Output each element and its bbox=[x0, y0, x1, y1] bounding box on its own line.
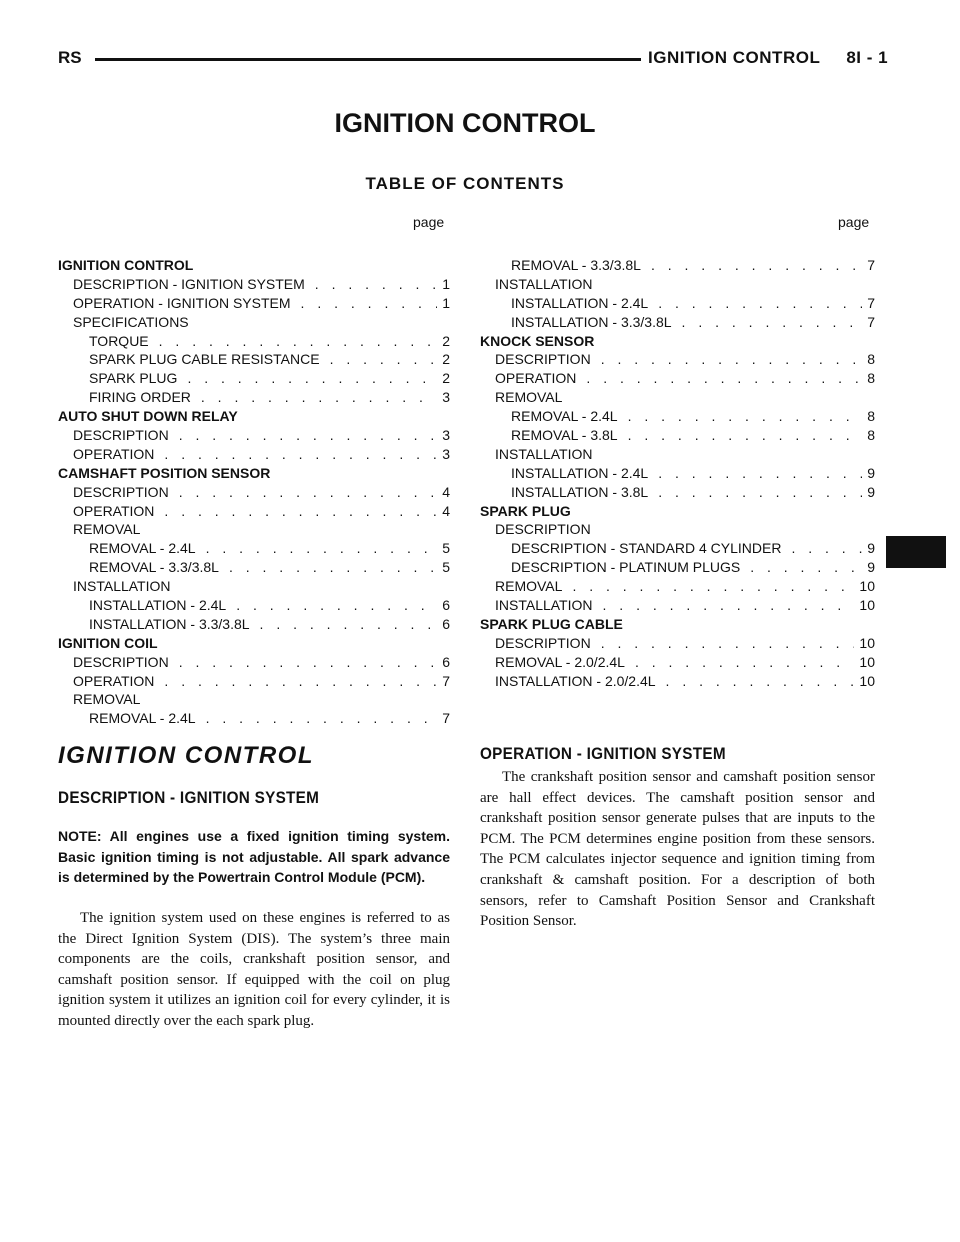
toc-entry-text: SPECIFICATIONS bbox=[73, 313, 189, 330]
toc-entry-text: OPERATION - IGNITION SYSTEM bbox=[73, 294, 291, 311]
toc-entry-page: 3 bbox=[442, 389, 450, 406]
toc-entry-text: FIRING ORDER bbox=[89, 389, 191, 406]
toc-entry-text: DESCRIPTION - IGNITION SYSTEM bbox=[73, 275, 305, 292]
toc-entry-page: 7 bbox=[867, 294, 875, 311]
toc-entry bbox=[480, 332, 875, 351]
toc-entry-text: REMOVAL bbox=[73, 521, 141, 538]
toc-entry bbox=[480, 615, 875, 634]
toc-entry-page: 6 bbox=[442, 653, 450, 670]
toc-entry-text: INSTALLATION - 3.3/3.8L bbox=[89, 615, 250, 632]
toc-leader-dots bbox=[658, 294, 862, 313]
toc-entry bbox=[480, 426, 875, 445]
toc-entry-text: INSTALLATION - 2.0/2.4L bbox=[495, 672, 656, 689]
toc-right-column bbox=[480, 256, 875, 690]
toc-leader-dots bbox=[159, 332, 438, 351]
toc-entry bbox=[480, 294, 875, 313]
toc-entry bbox=[480, 407, 875, 426]
toc-leader-dots bbox=[572, 577, 854, 596]
toc-entry bbox=[480, 672, 875, 691]
page-title: IGNITION CONTROL bbox=[334, 108, 596, 138]
toc-entry bbox=[58, 294, 450, 313]
toc-entry-text: INSTALLATION - 3.8L bbox=[511, 483, 649, 500]
toc-entry-text: REMOVAL - 2.0/2.4L bbox=[495, 653, 625, 670]
toc-entry-page: 9 bbox=[867, 540, 875, 557]
toc-entry-text: IGNITION CONTROL bbox=[58, 257, 194, 273]
toc-entry-text: DESCRIPTION bbox=[495, 351, 591, 368]
toc-entry-text: DESCRIPTION bbox=[73, 483, 169, 500]
toc-entry-text: DESCRIPTION bbox=[73, 427, 169, 444]
toc-entry-page: 10 bbox=[859, 597, 875, 614]
toc-leader-dots bbox=[651, 256, 862, 275]
toc-entry-page: 10 bbox=[859, 672, 875, 689]
toc-leader-dots bbox=[179, 483, 438, 502]
toc-entry-page: 2 bbox=[442, 332, 450, 349]
toc-entry-page: 6 bbox=[442, 597, 450, 614]
toc-entry-text: REMOVAL - 2.4L bbox=[511, 408, 618, 425]
header-manual-code: RS bbox=[58, 48, 82, 67]
toc-entry-page: 7 bbox=[867, 257, 875, 273]
toc-entry-page: 9 bbox=[867, 483, 875, 500]
toc-entry-page: 1 bbox=[442, 275, 450, 292]
toc-entry bbox=[480, 653, 875, 672]
toc-entry bbox=[480, 539, 875, 558]
toc-entry-page: 2 bbox=[442, 351, 450, 368]
toc-leader-dots bbox=[164, 445, 437, 464]
toc-entry-text: REMOVAL bbox=[495, 389, 563, 406]
toc-entry bbox=[480, 256, 875, 275]
toc-entry-text: REMOVAL bbox=[495, 578, 563, 595]
toc-left-column bbox=[58, 256, 450, 728]
toc-entry-text: SPARK PLUG CABLE bbox=[480, 615, 623, 632]
toc-entry bbox=[58, 596, 450, 615]
toc-leader-dots bbox=[179, 426, 438, 445]
toc-leader-dots bbox=[206, 709, 438, 728]
toc-entry bbox=[480, 483, 875, 502]
toc-leader-dots bbox=[260, 615, 438, 634]
toc-entry bbox=[58, 672, 450, 691]
toc-entry-text: REMOVAL - 2.4L bbox=[89, 540, 196, 557]
toc-entry bbox=[480, 369, 875, 388]
header-page-number: 8I - 1 bbox=[846, 48, 889, 67]
toc-entry-page: 4 bbox=[442, 483, 450, 500]
toc-entry bbox=[58, 634, 450, 653]
toc-entry-text: REMOVAL - 3.3/3.8L bbox=[511, 257, 641, 273]
toc-entry bbox=[58, 407, 450, 426]
toc-entry bbox=[480, 577, 875, 596]
toc-entry bbox=[58, 690, 450, 709]
toc-entry bbox=[480, 464, 875, 483]
toc-leader-dots bbox=[179, 653, 438, 672]
note-text: NOTE: All engines use a fixed ignition timing system. Basic ignition timing is not adjustable. All spark advance is determined by the Powertrain Control Module (PCM). bbox=[58, 828, 450, 885]
toc-leader-dots bbox=[229, 558, 437, 577]
toc-entry bbox=[58, 464, 450, 483]
toc-entry bbox=[58, 445, 450, 464]
toc-entry bbox=[58, 653, 450, 672]
section-heading: IGNITION CONTROL bbox=[58, 742, 314, 769]
toc-entry bbox=[480, 596, 875, 615]
toc-leader-dots bbox=[301, 294, 438, 313]
toc-leader-dots bbox=[666, 672, 855, 691]
toc-page-label-left: page bbox=[413, 214, 445, 230]
toc-entry-text: DESCRIPTION bbox=[495, 521, 591, 538]
toc-entry-page: 4 bbox=[442, 502, 450, 519]
toc-leader-dots bbox=[330, 350, 438, 369]
toc-leader-dots bbox=[201, 388, 437, 407]
toc-entry-page: 1 bbox=[442, 294, 450, 311]
toc-entry bbox=[480, 388, 875, 407]
toc-entry-text: DESCRIPTION bbox=[73, 653, 169, 670]
toc-title: TABLE OF CONTENTS bbox=[365, 174, 565, 193]
toc-entry bbox=[58, 558, 450, 577]
toc-entry bbox=[58, 369, 450, 388]
description-paragraph: The ignition system used on these engines is referred to as the Direct Ignition System (DIS). The system’s three main components are the coils, crankshaft position sensor, and camshaft position sensor. If equipped with the coil on plug ignition system it utilizes an ignition coil for every cylinder, it is mounted directly over the each spark plug. bbox=[58, 910, 450, 1029]
toc-leader-dots bbox=[164, 502, 437, 521]
toc-entry-text: REMOVAL - 3.8L bbox=[511, 427, 618, 444]
toc-entry-text: TORQUE bbox=[89, 332, 149, 349]
toc-entry bbox=[58, 483, 450, 502]
operation-heading: OPERATION - IGNITION SYSTEM bbox=[480, 744, 726, 763]
header-rule bbox=[95, 58, 641, 61]
toc-entry-text: OPERATION bbox=[73, 672, 155, 689]
toc-leader-dots bbox=[791, 539, 862, 558]
toc-leader-dots bbox=[164, 672, 437, 691]
toc-leader-dots bbox=[236, 596, 437, 615]
toc-entry bbox=[58, 502, 450, 521]
toc-page-label-right: page bbox=[838, 214, 870, 230]
toc-entry-page: 5 bbox=[442, 559, 450, 576]
toc-entry-page: 3 bbox=[442, 427, 450, 444]
description-heading: DESCRIPTION - IGNITION SYSTEM bbox=[58, 788, 320, 807]
toc-entry-text: DESCRIPTION - PLATINUM PLUGS bbox=[511, 559, 741, 576]
toc-entry bbox=[480, 558, 875, 577]
toc-entry bbox=[58, 520, 450, 539]
toc-entry-page: 9 bbox=[867, 464, 875, 481]
toc-entry bbox=[58, 256, 450, 275]
toc-entry-page: 10 bbox=[859, 634, 875, 651]
toc-entry bbox=[480, 350, 875, 369]
toc-entry bbox=[480, 275, 875, 294]
toc-entry-text: SPARK PLUG CABLE RESISTANCE bbox=[89, 351, 320, 368]
toc-leader-dots bbox=[601, 634, 855, 653]
toc-entry-text: REMOVAL - 2.4L bbox=[89, 710, 196, 727]
toc-entry bbox=[58, 615, 450, 634]
toc-entry-text: DESCRIPTION bbox=[495, 634, 591, 651]
toc-entry-page: 8 bbox=[867, 351, 875, 368]
toc-entry-page: 9 bbox=[867, 559, 875, 576]
toc-entry-page: 6 bbox=[442, 615, 450, 632]
toc-leader-dots bbox=[315, 275, 437, 294]
toc-entry bbox=[480, 313, 875, 332]
toc-entry bbox=[58, 426, 450, 445]
toc-leader-dots bbox=[628, 407, 863, 426]
toc-entry-text: SPARK PLUG bbox=[480, 502, 571, 519]
toc-leader-dots bbox=[603, 596, 855, 615]
toc-leader-dots bbox=[628, 426, 863, 445]
header-section bbox=[648, 48, 888, 68]
toc-entry-text: INSTALLATION bbox=[495, 445, 593, 462]
toc-leader-dots bbox=[187, 369, 437, 388]
toc-leader-dots bbox=[750, 558, 862, 577]
toc-leader-dots bbox=[682, 313, 863, 332]
toc-entry-text: INSTALLATION - 2.4L bbox=[511, 464, 649, 481]
toc-entry-text: INSTALLATION - 2.4L bbox=[89, 597, 227, 614]
toc-entry-page: 8 bbox=[867, 427, 875, 444]
toc-entry bbox=[58, 709, 450, 728]
toc-entry-page: 3 bbox=[442, 445, 450, 462]
toc-entry-text: INSTALLATION - 3.3/3.8L bbox=[511, 313, 672, 330]
toc-entry-page: 7 bbox=[442, 710, 450, 727]
toc-entry-page: 8 bbox=[867, 370, 875, 387]
toc-entry-text: REMOVAL - 3.3/3.8L bbox=[89, 559, 219, 576]
toc-entry bbox=[58, 388, 450, 407]
toc-entry bbox=[58, 275, 450, 294]
toc-entry-text: IGNITION COIL bbox=[58, 634, 158, 651]
toc-entry-text: INSTALLATION bbox=[495, 275, 593, 292]
toc-entry-text: OPERATION bbox=[73, 445, 155, 462]
toc-entry-page: 7 bbox=[442, 672, 450, 689]
toc-entry-page: 5 bbox=[442, 540, 450, 557]
toc-entry bbox=[480, 634, 875, 653]
toc-entry-text: SPARK PLUG bbox=[89, 370, 178, 387]
toc-entry bbox=[480, 520, 875, 539]
operation-paragraph: The crankshaft position sensor and camshaft position sensor are hall effect devices. The camshaft position sensor and crankshaft position sensor generate pulses that are inputs to the PCM. The PCM determines engine position from these sensors. The PCM calculates injector sequence and ignition timing from crankshaft & camshaft position. For a description of both sensors, refer to Camshaft Position Sensor and Crankshaft Position Sensor. bbox=[480, 769, 875, 930]
toc-leader-dots bbox=[658, 483, 862, 502]
toc-entry-page: 8 bbox=[867, 408, 875, 425]
toc-entry-text: REMOVAL bbox=[73, 691, 141, 708]
toc-leader-dots bbox=[658, 464, 862, 483]
toc-entry-text: CAMSHAFT POSITION SENSOR bbox=[58, 464, 271, 481]
toc-entry-text: DESCRIPTION - STANDARD 4 CYLINDER bbox=[511, 540, 782, 557]
header-section-title: IGNITION CONTROL bbox=[648, 48, 821, 67]
toc-leader-dots bbox=[206, 539, 438, 558]
toc-entry bbox=[58, 313, 450, 332]
toc-entry-text: OPERATION bbox=[495, 370, 577, 387]
toc-entry-text: INSTALLATION bbox=[495, 597, 593, 614]
toc-entry bbox=[58, 332, 450, 351]
toc-entry-text: INSTALLATION - 2.4L bbox=[511, 294, 649, 311]
toc-entry-text: INSTALLATION bbox=[73, 578, 171, 595]
toc-entry-text: KNOCK SENSOR bbox=[480, 332, 595, 349]
toc-entry bbox=[480, 502, 875, 521]
toc-entry-page: 10 bbox=[859, 653, 875, 670]
toc-entry-page: 10 bbox=[859, 578, 875, 595]
section-tab-marker bbox=[886, 536, 946, 568]
toc-entry-text: OPERATION bbox=[73, 502, 155, 519]
toc-leader-dots bbox=[586, 369, 862, 388]
toc-entry bbox=[480, 445, 875, 464]
toc-entry-text: AUTO SHUT DOWN RELAY bbox=[58, 408, 238, 425]
toc-entry bbox=[58, 577, 450, 596]
toc-entry-page: 2 bbox=[442, 370, 450, 387]
toc-entry bbox=[58, 350, 450, 369]
toc-entry-page: 7 bbox=[867, 313, 875, 330]
toc-leader-dots bbox=[635, 653, 854, 672]
toc-leader-dots bbox=[601, 350, 863, 369]
toc-entry bbox=[58, 539, 450, 558]
